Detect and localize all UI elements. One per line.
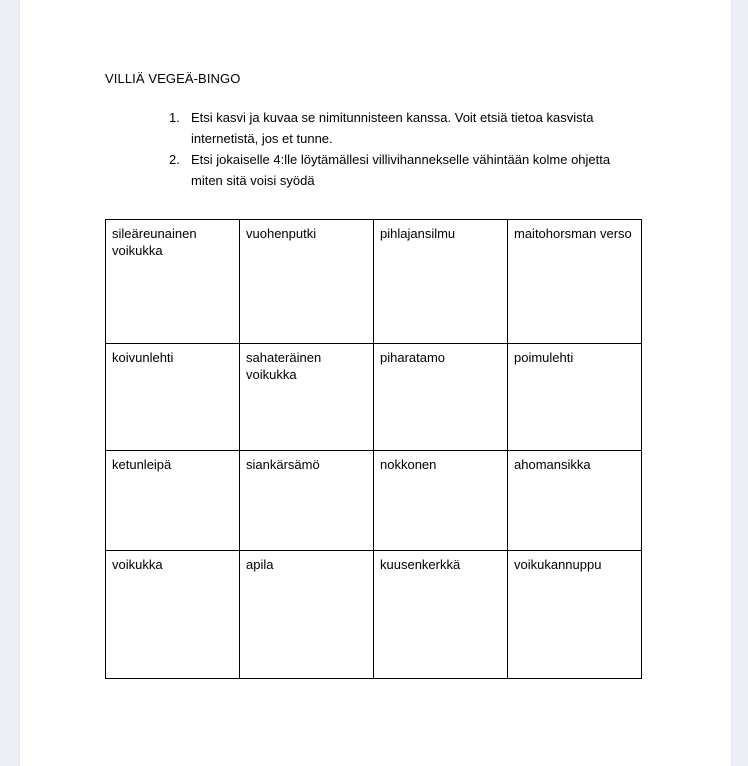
bingo-cell[interactable]: piharatamo xyxy=(374,344,508,451)
table-row xyxy=(106,344,642,451)
instruction-number: 2. xyxy=(169,152,180,167)
bingo-cell[interactable]: voikukannuppu xyxy=(508,551,642,679)
table-row xyxy=(106,451,642,551)
bingo-cell[interactable]: kuusenkerkkä xyxy=(374,551,508,679)
bingo-cell[interactable]: nokkonen xyxy=(374,451,508,551)
bingo-cell[interactable]: ketunleipä xyxy=(106,451,240,551)
instruction-number: 1. xyxy=(169,110,180,125)
bingo-cell[interactable]: maitohorsman verso xyxy=(508,220,642,344)
bingo-cell[interactable]: apila xyxy=(240,551,374,679)
instruction-text: Etsi jokaiselle 4:lle löytämällesi villivihannekselle vähintään kolme ohjetta miten sitä voisi syödä xyxy=(191,152,611,188)
bingo-cell[interactable]: koivunlehti xyxy=(106,344,240,451)
page-content xyxy=(20,0,731,679)
bingo-table xyxy=(105,219,642,679)
table-row xyxy=(106,551,642,679)
instruction-item-1 xyxy=(169,107,731,149)
document-title: VILLIÄ VEGEÄ-BINGO xyxy=(105,71,241,86)
bingo-cell[interactable]: pihlajansilmu xyxy=(374,220,508,344)
bingo-cell[interactable]: ahomansikka xyxy=(508,451,642,551)
bingo-cell[interactable]: voikukka xyxy=(106,551,240,679)
instruction-text: Etsi kasvi ja kuvaa se nimitunnisteen kanssa. Voit etsiä tietoa kasvista internetistä, jos et tunne. xyxy=(191,110,594,146)
bingo-cell[interactable]: poimulehti xyxy=(508,344,642,451)
table-row xyxy=(106,220,642,344)
bingo-cell[interactable]: sahateräinen voikukka xyxy=(240,344,374,451)
instruction-list xyxy=(105,107,731,191)
bingo-cell[interactable]: siankärsämö xyxy=(240,451,374,551)
document-page[interactable] xyxy=(19,0,732,766)
bingo-cell[interactable]: vuohenputki xyxy=(240,220,374,344)
instruction-item-2 xyxy=(169,149,731,191)
bingo-cell[interactable]: sileäreunainen voikukka xyxy=(106,220,240,344)
